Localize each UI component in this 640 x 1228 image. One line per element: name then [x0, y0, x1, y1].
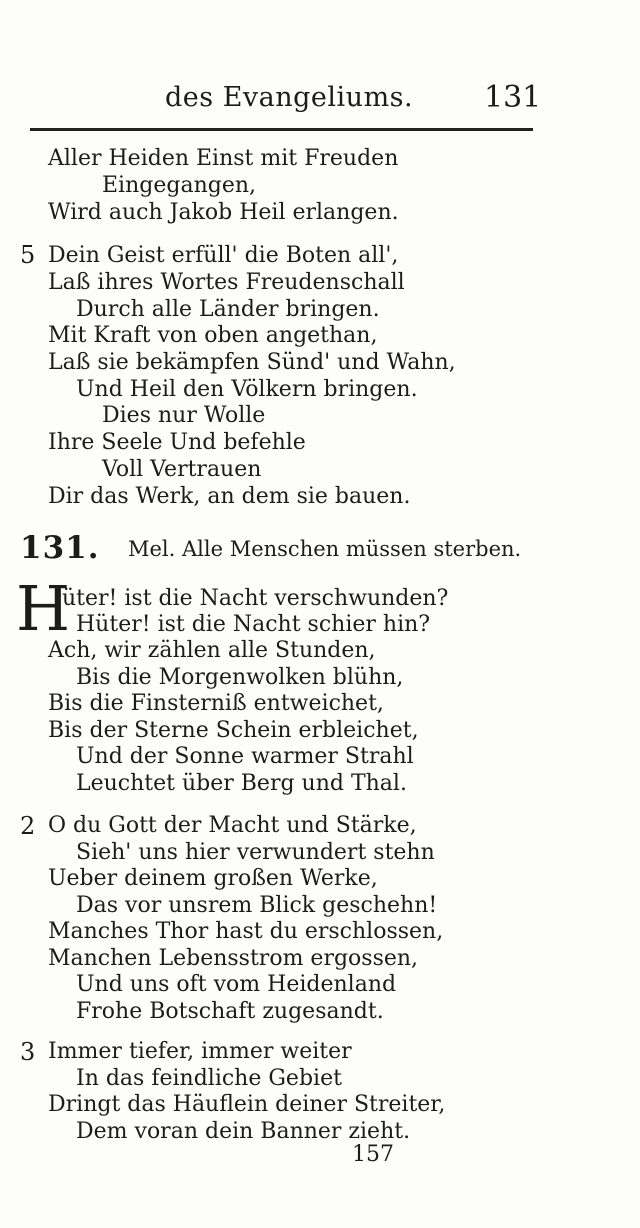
verse-line: Dringt das Häuflein deiner Streiter, [48, 1092, 446, 1117]
verse-line: Aller Heiden Einst mit Freuden [48, 146, 399, 171]
header-rule [30, 128, 533, 131]
verse-line: In das feindliche Gebiet [76, 1066, 342, 1091]
stanza-number: 2 [20, 812, 36, 840]
verse-line: Und der Sonne warmer Strahl [76, 744, 414, 769]
verse-line: Ueber deinem großen Werke, [48, 866, 378, 891]
verse-line: Manchen Lebensstrom ergossen, [48, 946, 419, 971]
melody-line: Mel. Alle Menschen müssen sterben. [128, 537, 522, 561]
drop-cap: H [16, 572, 71, 645]
verse-line: Bis die Morgenwolken blühn, [76, 665, 404, 690]
running-header-title: des Evangeliums. [165, 82, 414, 113]
verse-line: Dem voran dein Banner zieht. [76, 1119, 411, 1144]
verse-line: Wird auch Jakob Heil erlangen. [48, 200, 399, 225]
verse-line: Ach, wir zählen alle Stunden, [48, 638, 376, 663]
verse-line: üter! ist die Nacht verschwunden? [62, 586, 449, 611]
verse-line: Immer tiefer, immer weiter [48, 1039, 352, 1064]
verse-line: Und Heil den Völkern bringen. [76, 377, 418, 402]
verse-line: Durch alle Länder bringen. [76, 297, 380, 322]
verse-line: Sieh' uns hier verwundert stehn [76, 840, 435, 865]
verse-line: Dies nur Wolle [102, 403, 266, 428]
verse-line: Das vor unsrem Blick geschehn! [76, 893, 438, 918]
verse-line: Mit Kraft von oben angethan, [48, 323, 378, 348]
verse-line: Dein Geist erfüll' die Boten all', [48, 243, 399, 268]
verse-line: Und uns oft vom Heidenland [76, 972, 397, 997]
verse-line: Manches Thor hast du erschlossen, [48, 919, 444, 944]
verse-line: Laß sie bekämpfen Sünd' und Wahn, [48, 350, 456, 375]
hymn-number: 131. [20, 530, 100, 566]
page-number: 131 [484, 80, 542, 115]
verse-line: Bis der Sterne Schein erbleichet, [48, 718, 419, 743]
stanza-number: 5 [20, 241, 36, 269]
verse-line: Leuchtet über Berg und Thal. [76, 771, 407, 796]
verse-line: Hüter! ist die Nacht schier hin? [76, 612, 431, 637]
verse-line: Eingegangen, [102, 173, 256, 198]
verse-line: O du Gott der Macht und Stärke, [48, 813, 417, 838]
verse-line: Frohe Botschaft zugesandt. [76, 999, 384, 1024]
verse-line: Bis die Finsterniß entweichet, [48, 691, 384, 716]
verse-line: Ihre Seele Und befehle [48, 430, 306, 455]
verse-line: Voll Vertrauen [102, 457, 262, 482]
verse-line: Laß ihres Wortes Freudenschall [48, 270, 405, 295]
verse-line: Dir das Werk, an dem sie bauen. [48, 484, 411, 509]
footer-page-number: 157 [352, 1142, 394, 1167]
stanza-number: 3 [20, 1038, 36, 1066]
